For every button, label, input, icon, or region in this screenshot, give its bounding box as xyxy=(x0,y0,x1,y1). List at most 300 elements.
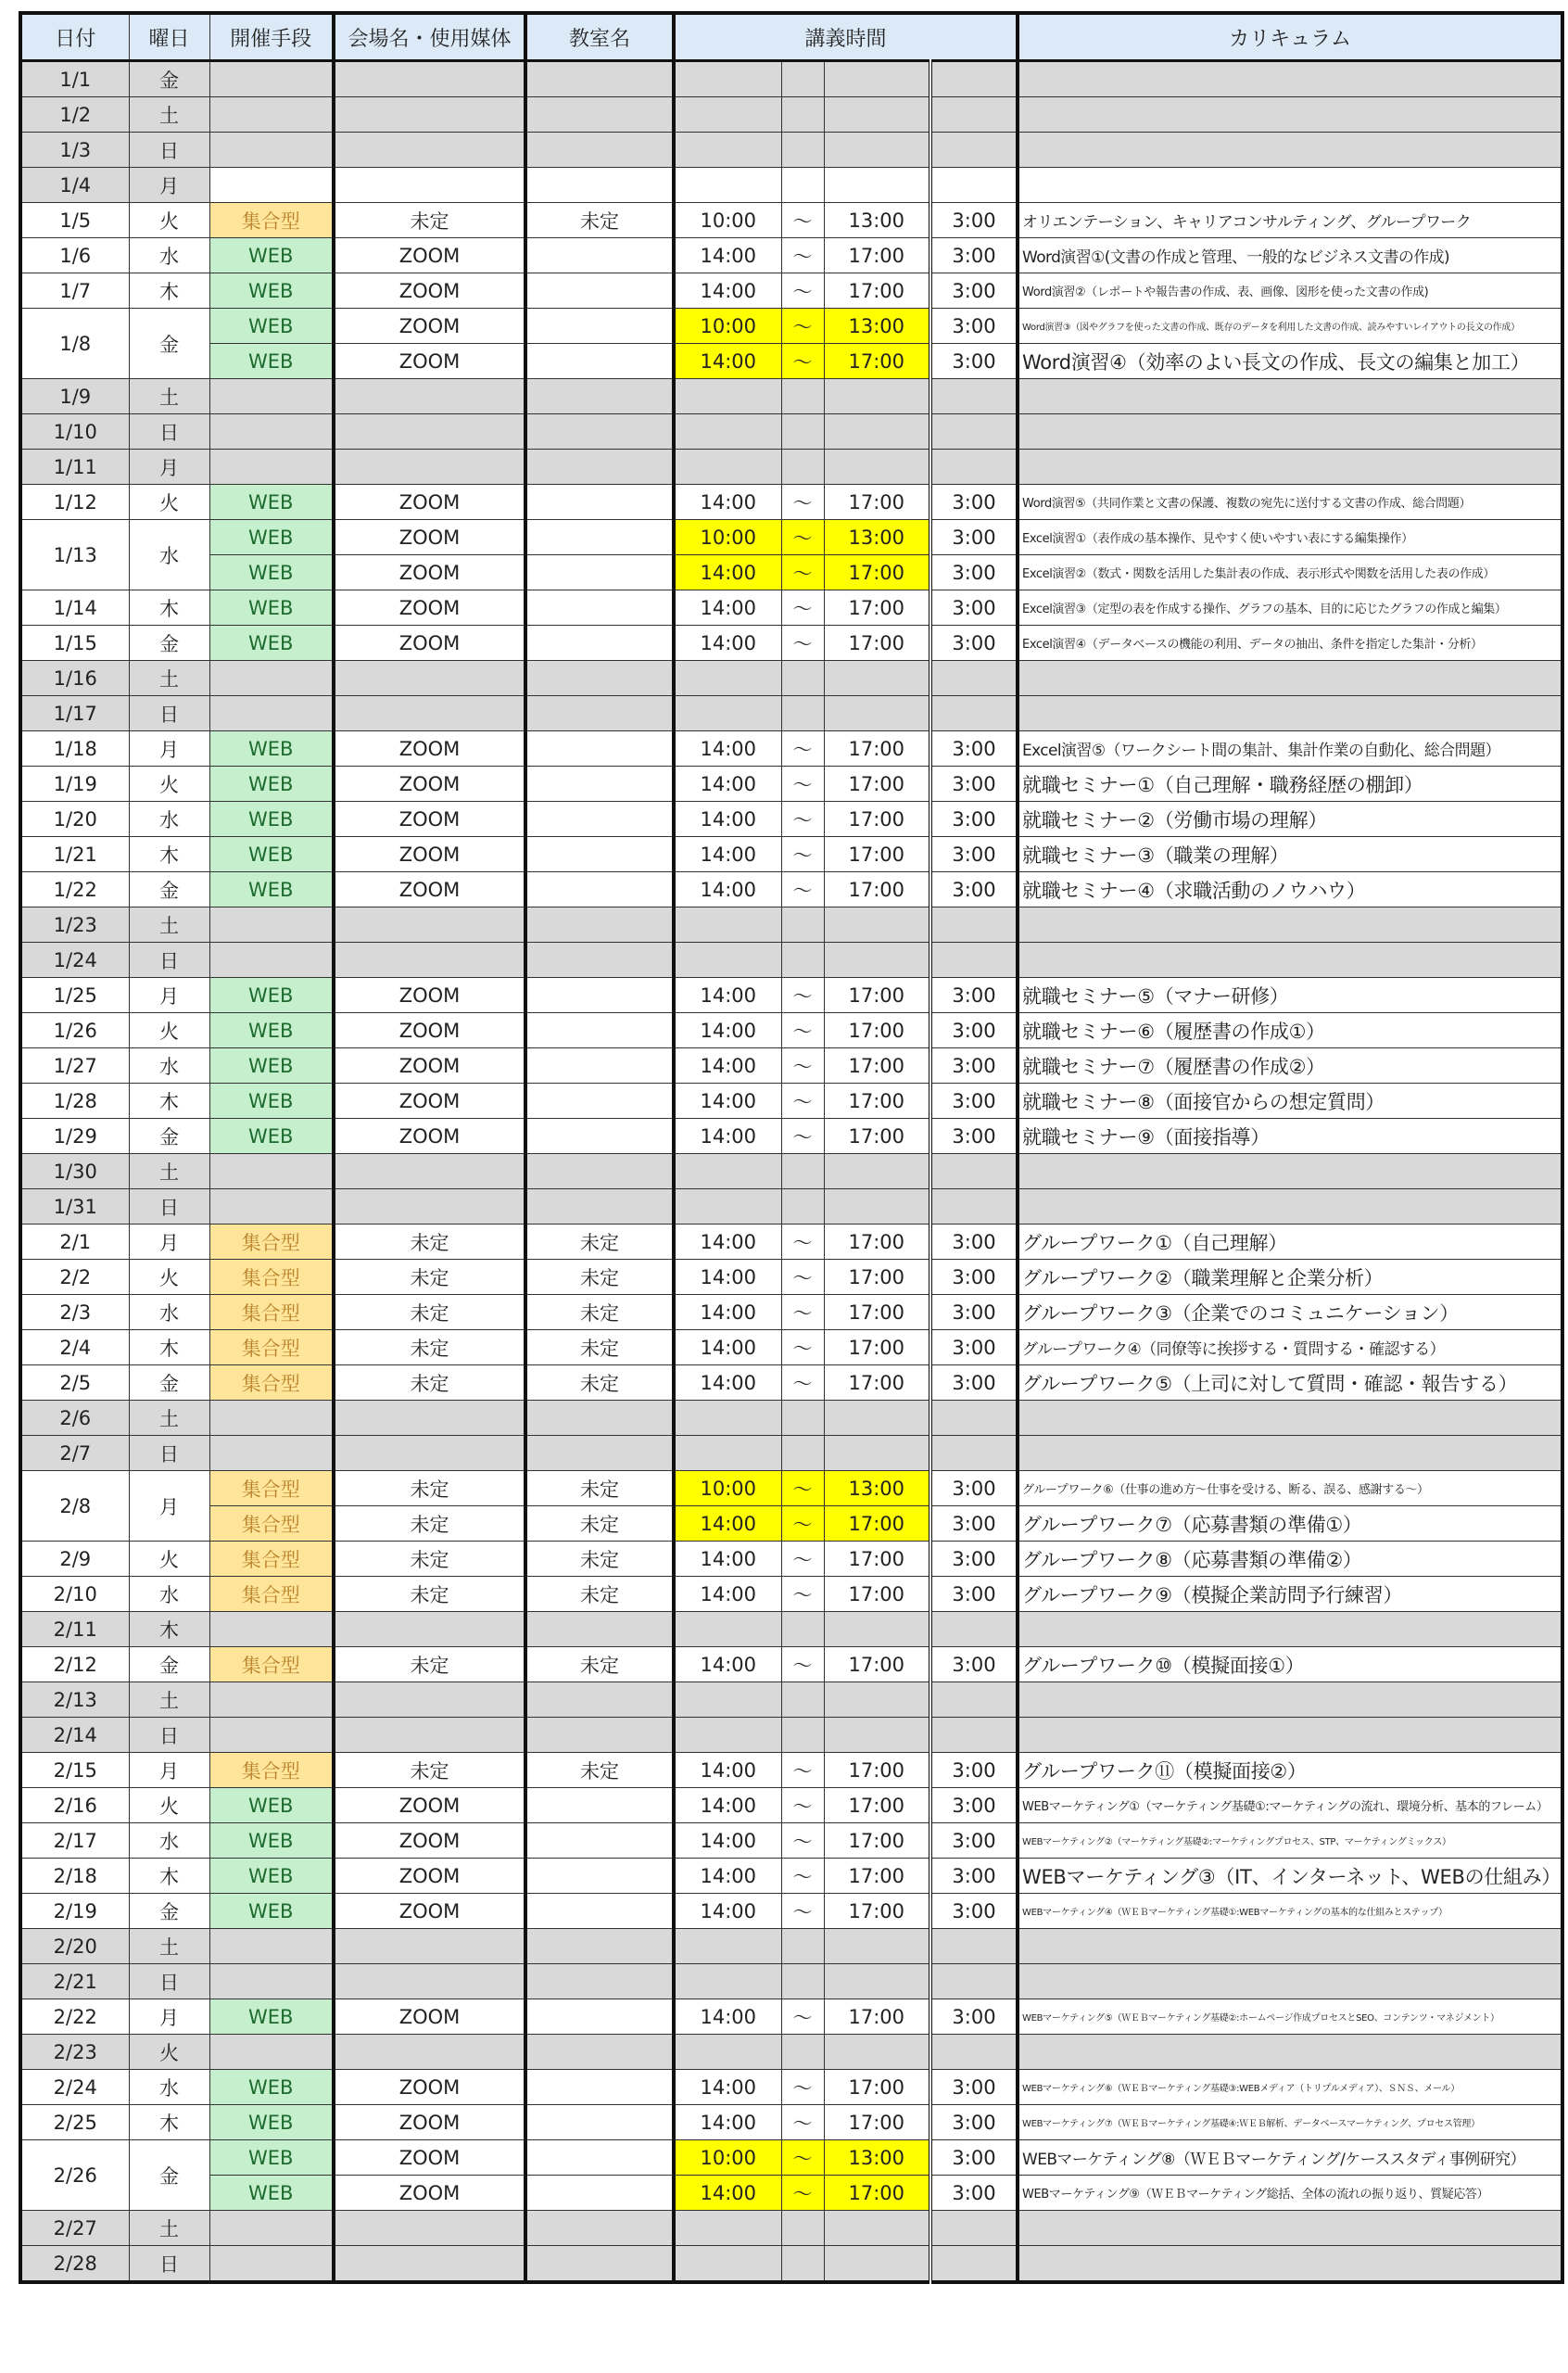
curriculum-cell: WEBマーケティング④（ＷＥＢマーケティング基礎①:WEBマーケティングの基本的な仕組みとステップ） xyxy=(1018,1894,1562,1929)
curriculum-cell xyxy=(1018,907,1562,943)
end-time-cell: 17:00 xyxy=(824,1823,930,1859)
method-cell: WEB xyxy=(209,1788,334,1823)
method-cell: WEB xyxy=(209,767,334,802)
tilde-cell: ～ xyxy=(781,1225,824,1260)
method-cell xyxy=(209,133,334,168)
duration-cell: 3:00 xyxy=(930,1365,1018,1401)
date-cell: 2/7 xyxy=(20,1436,129,1471)
session-row xyxy=(20,731,1562,767)
tilde-cell: ～ xyxy=(781,1330,824,1365)
method-cell xyxy=(209,379,334,414)
duration-cell: 3:00 xyxy=(930,1225,1018,1260)
weekday-cell: 日 xyxy=(129,696,209,731)
method-cell: WEB xyxy=(209,1894,334,1929)
empty-day-row xyxy=(20,1189,1562,1225)
weekday-cell: 水 xyxy=(129,520,209,590)
method-cell: WEB xyxy=(209,1859,334,1894)
session-row xyxy=(20,1823,1562,1859)
weekday-cell: 木 xyxy=(129,2105,209,2140)
room-cell xyxy=(525,238,674,273)
header-weekday: 曜日 xyxy=(129,13,209,61)
room-cell xyxy=(525,1999,674,2035)
room-cell: 未定 xyxy=(525,1225,674,1260)
room-cell xyxy=(525,1894,674,1929)
date-cell: 2/23 xyxy=(20,2035,129,2070)
end-time-cell: 13:00 xyxy=(824,520,930,555)
duration-cell xyxy=(930,943,1018,978)
duration-cell: 3:00 xyxy=(930,802,1018,837)
empty-day-row xyxy=(20,168,1562,203)
session-row xyxy=(20,1295,1562,1330)
weekday-cell: 金 xyxy=(129,872,209,907)
room-cell xyxy=(525,2070,674,2105)
end-time-cell: 17:00 xyxy=(824,238,930,273)
end-time-cell xyxy=(824,2035,930,2070)
empty-day-row xyxy=(20,1612,1562,1647)
duration-cell xyxy=(930,661,1018,696)
method-cell: 集合型 xyxy=(209,1577,334,1612)
session-row xyxy=(20,344,1562,379)
weekday-cell: 金 xyxy=(129,309,209,379)
start-time-cell: 14:00 xyxy=(674,485,781,520)
date-cell: 1/27 xyxy=(20,1048,129,1084)
duration-cell xyxy=(930,1154,1018,1189)
end-time-cell xyxy=(824,450,930,485)
date-cell: 2/19 xyxy=(20,1894,129,1929)
tilde-cell: ～ xyxy=(781,1365,824,1401)
venue-cell: 未定 xyxy=(334,1753,525,1788)
date-cell: 1/9 xyxy=(20,379,129,414)
duration-cell: 3:00 xyxy=(930,1999,1018,2035)
weekday-cell: 土 xyxy=(129,1401,209,1436)
date-cell: 2/24 xyxy=(20,2070,129,2105)
venue-cell xyxy=(334,2211,525,2246)
empty-day-row xyxy=(20,1682,1562,1718)
duration-cell: 3:00 xyxy=(930,1471,1018,1506)
session-row xyxy=(20,802,1562,837)
curriculum-cell xyxy=(1018,133,1562,168)
duration-cell xyxy=(930,61,1018,97)
duration-cell xyxy=(930,907,1018,943)
method-cell xyxy=(209,61,334,97)
venue-cell: ZOOM xyxy=(334,273,525,309)
room-cell xyxy=(525,767,674,802)
room-cell xyxy=(525,1682,674,1718)
venue-cell: 未定 xyxy=(334,1542,525,1577)
duration-cell: 3:00 xyxy=(930,2140,1018,2176)
curriculum-cell: グループワーク⑩（模擬面接①） xyxy=(1018,1647,1562,1682)
method-cell: WEB xyxy=(209,2105,334,2140)
tilde-cell xyxy=(781,696,824,731)
duration-cell xyxy=(930,97,1018,133)
venue-cell: 未定 xyxy=(334,1365,525,1401)
room-cell: 未定 xyxy=(525,1260,674,1295)
method-cell xyxy=(209,696,334,731)
start-time-cell: 14:00 xyxy=(674,978,781,1013)
weekday-cell: 日 xyxy=(129,2246,209,2283)
curriculum-cell: 就職セミナー⑥（履歴書の作成①） xyxy=(1018,1013,1562,1048)
end-time-cell xyxy=(824,379,930,414)
method-cell: WEB xyxy=(209,2176,334,2211)
weekday-cell: 月 xyxy=(129,978,209,1013)
date-cell: 2/17 xyxy=(20,1823,129,1859)
start-time-cell: 14:00 xyxy=(674,1542,781,1577)
curriculum-cell xyxy=(1018,379,1562,414)
curriculum-cell: Word演習④（効率のよい長文の作成、長文の編集と加工） xyxy=(1018,344,1562,379)
duration-cell: 3:00 xyxy=(930,1894,1018,1929)
tilde-cell: ～ xyxy=(781,1859,824,1894)
duration-cell: 3:00 xyxy=(930,1859,1018,1894)
room-cell xyxy=(525,1154,674,1189)
empty-day-row xyxy=(20,97,1562,133)
curriculum-cell xyxy=(1018,2246,1562,2283)
tilde-cell: ～ xyxy=(781,1999,824,2035)
start-time-cell: 14:00 xyxy=(674,1013,781,1048)
weekday-cell: 土 xyxy=(129,1682,209,1718)
tilde-cell: ～ xyxy=(781,1260,824,1295)
room-cell xyxy=(525,661,674,696)
session-row xyxy=(20,238,1562,273)
tilde-cell: ～ xyxy=(781,485,824,520)
date-cell: 2/4 xyxy=(20,1330,129,1365)
date-cell: 2/18 xyxy=(20,1859,129,1894)
venue-cell: 未定 xyxy=(334,1577,525,1612)
room-cell xyxy=(525,907,674,943)
curriculum-cell: グループワーク⑨（模擬企業訪問予行練習） xyxy=(1018,1577,1562,1612)
curriculum-cell: WEBマーケティング③（IT、インターネット、WEBの仕組み） xyxy=(1018,1859,1562,1894)
room-cell: 未定 xyxy=(525,1295,674,1330)
weekday-cell: 木 xyxy=(129,1612,209,1647)
duration-cell xyxy=(930,1612,1018,1647)
end-time-cell xyxy=(824,1964,930,1999)
duration-cell: 3:00 xyxy=(930,1330,1018,1365)
tilde-cell: ～ xyxy=(781,1119,824,1154)
start-time-cell: 10:00 xyxy=(674,2140,781,2176)
tilde-cell: ～ xyxy=(781,555,824,590)
duration-cell: 3:00 xyxy=(930,978,1018,1013)
weekday-cell: 土 xyxy=(129,907,209,943)
session-row xyxy=(20,1330,1562,1365)
start-time-cell: 14:00 xyxy=(674,802,781,837)
weekday-cell: 月 xyxy=(129,450,209,485)
duration-cell: 3:00 xyxy=(930,590,1018,626)
schedule-body xyxy=(20,61,1562,2283)
duration-cell xyxy=(930,133,1018,168)
start-time-cell xyxy=(674,379,781,414)
end-time-cell: 17:00 xyxy=(824,1013,930,1048)
room-cell xyxy=(525,97,674,133)
start-time-cell: 14:00 xyxy=(674,590,781,626)
duration-cell: 3:00 xyxy=(930,344,1018,379)
weekday-cell: 日 xyxy=(129,1718,209,1753)
start-time-cell xyxy=(674,1436,781,1471)
method-cell: WEB xyxy=(209,731,334,767)
date-cell: 2/22 xyxy=(20,1999,129,2035)
weekday-cell: 水 xyxy=(129,802,209,837)
curriculum-cell: Word演習②（レポートや報告書の作成、表、画像、図形を使った文書の作成) xyxy=(1018,273,1562,309)
end-time-cell: 17:00 xyxy=(824,273,930,309)
weekday-cell: 月 xyxy=(129,731,209,767)
curriculum-cell xyxy=(1018,1154,1562,1189)
date-cell: 2/21 xyxy=(20,1964,129,1999)
room-cell xyxy=(525,872,674,907)
empty-day-row xyxy=(20,907,1562,943)
duration-cell: 3:00 xyxy=(930,626,1018,661)
room-cell: 未定 xyxy=(525,1753,674,1788)
venue-cell: ZOOM xyxy=(334,837,525,872)
venue-cell xyxy=(334,61,525,97)
room-cell xyxy=(525,802,674,837)
tilde-cell: ～ xyxy=(781,2140,824,2176)
room-cell xyxy=(525,1436,674,1471)
weekday-cell: 火 xyxy=(129,1260,209,1295)
duration-cell xyxy=(930,168,1018,203)
start-time-cell: 14:00 xyxy=(674,767,781,802)
date-cell: 2/1 xyxy=(20,1225,129,1260)
duration-cell: 3:00 xyxy=(930,273,1018,309)
curriculum-cell xyxy=(1018,661,1562,696)
room-cell xyxy=(525,1788,674,1823)
method-cell xyxy=(209,1682,334,1718)
tilde-cell: ～ xyxy=(781,1013,824,1048)
weekday-cell: 月 xyxy=(129,1999,209,2035)
tilde-cell: ～ xyxy=(781,1506,824,1542)
date-cell: 2/26 xyxy=(20,2140,129,2211)
empty-day-row xyxy=(20,1929,1562,1964)
weekday-cell: 木 xyxy=(129,1859,209,1894)
date-cell: 2/28 xyxy=(20,2246,129,2283)
start-time-cell xyxy=(674,1929,781,1964)
date-cell: 1/16 xyxy=(20,661,129,696)
duration-cell: 3:00 xyxy=(930,203,1018,238)
end-time-cell: 17:00 xyxy=(824,1506,930,1542)
date-cell: 1/13 xyxy=(20,520,129,590)
date-cell: 1/2 xyxy=(20,97,129,133)
empty-day-row xyxy=(20,414,1562,450)
start-time-cell: 14:00 xyxy=(674,1999,781,2035)
end-time-cell xyxy=(824,943,930,978)
session-row xyxy=(20,203,1562,238)
venue-cell: ZOOM xyxy=(334,767,525,802)
duration-cell xyxy=(930,2246,1018,2283)
room-cell xyxy=(525,2140,674,2176)
venue-cell: ZOOM xyxy=(334,344,525,379)
curriculum-cell: Word演習③（図やグラフを使った文書の作成、既存のデータを利用した文書の作成、読みやすいレイアウトの長文の作成） xyxy=(1018,309,1562,344)
header-row xyxy=(20,13,1562,61)
duration-cell: 3:00 xyxy=(930,1542,1018,1577)
room-cell: 未定 xyxy=(525,203,674,238)
duration-cell: 3:00 xyxy=(930,1577,1018,1612)
end-time-cell xyxy=(824,2211,930,2246)
tilde-cell: ～ xyxy=(781,837,824,872)
venue-cell: ZOOM xyxy=(334,626,525,661)
curriculum-cell xyxy=(1018,2035,1562,2070)
start-time-cell xyxy=(674,1612,781,1647)
end-time-cell: 17:00 xyxy=(824,626,930,661)
tilde-cell: ～ xyxy=(781,344,824,379)
method-cell xyxy=(209,97,334,133)
date-cell: 1/12 xyxy=(20,485,129,520)
end-time-cell xyxy=(824,1436,930,1471)
method-cell: WEB xyxy=(209,238,334,273)
start-time-cell xyxy=(674,1718,781,1753)
tilde-cell xyxy=(781,1682,824,1718)
venue-cell: 未定 xyxy=(334,203,525,238)
method-cell: WEB xyxy=(209,626,334,661)
curriculum-cell: 就職セミナー⑨（面接指導） xyxy=(1018,1119,1562,1154)
method-cell xyxy=(209,1401,334,1436)
session-row xyxy=(20,1365,1562,1401)
end-time-cell xyxy=(824,2246,930,2283)
end-time-cell: 17:00 xyxy=(824,1225,930,1260)
room-cell xyxy=(525,379,674,414)
end-time-cell: 17:00 xyxy=(824,1753,930,1788)
header-date: 日付 xyxy=(20,13,129,61)
room-cell: 未定 xyxy=(525,1365,674,1401)
weekday-cell: 水 xyxy=(129,1295,209,1330)
tilde-cell xyxy=(781,1436,824,1471)
session-row xyxy=(20,309,1562,344)
empty-day-row xyxy=(20,2211,1562,2246)
duration-cell: 3:00 xyxy=(930,1084,1018,1119)
curriculum-cell: グループワーク⑧（応募書類の準備②） xyxy=(1018,1542,1562,1577)
empty-day-row xyxy=(20,1964,1562,1999)
session-row xyxy=(20,520,1562,555)
room-cell xyxy=(525,1189,674,1225)
duration-cell xyxy=(930,1189,1018,1225)
venue-cell xyxy=(334,1154,525,1189)
tilde-cell: ～ xyxy=(781,203,824,238)
start-time-cell: 14:00 xyxy=(674,1823,781,1859)
tilde-cell xyxy=(781,661,824,696)
weekday-cell: 木 xyxy=(129,1084,209,1119)
duration-cell: 3:00 xyxy=(930,2105,1018,2140)
schedule-table xyxy=(19,11,1564,2284)
method-cell: WEB xyxy=(209,309,334,344)
start-time-cell: 14:00 xyxy=(674,1295,781,1330)
curriculum-cell: グループワーク⑪（模擬面接②） xyxy=(1018,1753,1562,1788)
tilde-cell: ～ xyxy=(781,767,824,802)
tilde-cell: ～ xyxy=(781,978,824,1013)
venue-cell: ZOOM xyxy=(334,1119,525,1154)
room-cell: 未定 xyxy=(525,1577,674,1612)
start-time-cell xyxy=(674,61,781,97)
date-cell: 1/23 xyxy=(20,907,129,943)
empty-day-row xyxy=(20,661,1562,696)
end-time-cell: 17:00 xyxy=(824,767,930,802)
weekday-cell: 月 xyxy=(129,1753,209,1788)
end-time-cell: 17:00 xyxy=(824,485,930,520)
curriculum-cell xyxy=(1018,414,1562,450)
room-cell: 未定 xyxy=(525,1647,674,1682)
venue-cell xyxy=(334,943,525,978)
end-time-cell: 17:00 xyxy=(824,1647,930,1682)
weekday-cell: 金 xyxy=(129,1365,209,1401)
start-time-cell: 14:00 xyxy=(674,2176,781,2211)
curriculum-cell: グループワーク①（自己理解） xyxy=(1018,1225,1562,1260)
session-row xyxy=(20,1048,1562,1084)
end-time-cell xyxy=(824,1189,930,1225)
curriculum-cell xyxy=(1018,1929,1562,1964)
venue-cell: ZOOM xyxy=(334,1823,525,1859)
date-cell: 1/19 xyxy=(20,767,129,802)
weekday-cell: 日 xyxy=(129,1436,209,1471)
room-cell xyxy=(525,978,674,1013)
tilde-cell: ～ xyxy=(781,1048,824,1084)
curriculum-cell: WEBマーケティング②（マーケティング基礎②:マーケティングプロセス、STP、マーケティングミックス） xyxy=(1018,1823,1562,1859)
duration-cell xyxy=(930,696,1018,731)
room-cell xyxy=(525,450,674,485)
room-cell xyxy=(525,485,674,520)
session-row xyxy=(20,2140,1562,2176)
duration-cell: 3:00 xyxy=(930,485,1018,520)
weekday-cell: 金 xyxy=(129,2140,209,2211)
empty-day-row xyxy=(20,1718,1562,1753)
duration-cell: 3:00 xyxy=(930,1013,1018,1048)
duration-cell: 3:00 xyxy=(930,731,1018,767)
session-row xyxy=(20,626,1562,661)
start-time-cell: 14:00 xyxy=(674,2070,781,2105)
method-cell: WEB xyxy=(209,273,334,309)
weekday-cell: 火 xyxy=(129,767,209,802)
tilde-cell xyxy=(781,1929,824,1964)
start-time-cell: 14:00 xyxy=(674,1048,781,1084)
weekday-cell: 水 xyxy=(129,2070,209,2105)
room-cell xyxy=(525,943,674,978)
method-cell: WEB xyxy=(209,2070,334,2105)
weekday-cell: 日 xyxy=(129,414,209,450)
duration-cell xyxy=(930,450,1018,485)
curriculum-cell xyxy=(1018,1964,1562,1999)
room-cell xyxy=(525,1401,674,1436)
duration-cell xyxy=(930,2211,1018,2246)
header-lecture-time: 講義時間 xyxy=(674,13,1018,61)
tilde-cell: ～ xyxy=(781,802,824,837)
curriculum-cell xyxy=(1018,2211,1562,2246)
tilde-cell: ～ xyxy=(781,1753,824,1788)
date-cell: 1/31 xyxy=(20,1189,129,1225)
tilde-cell: ～ xyxy=(781,731,824,767)
curriculum-cell xyxy=(1018,696,1562,731)
venue-cell xyxy=(334,97,525,133)
weekday-cell: 金 xyxy=(129,1119,209,1154)
session-row xyxy=(20,978,1562,1013)
venue-cell: ZOOM xyxy=(334,1894,525,1929)
venue-cell: ZOOM xyxy=(334,485,525,520)
date-cell: 1/4 xyxy=(20,168,129,203)
venue-cell xyxy=(334,1436,525,1471)
empty-day-row xyxy=(20,379,1562,414)
method-cell: WEB xyxy=(209,2140,334,2176)
method-cell xyxy=(209,907,334,943)
duration-cell: 3:00 xyxy=(930,2070,1018,2105)
tilde-cell: ～ xyxy=(781,590,824,626)
tilde-cell xyxy=(781,2246,824,2283)
venue-cell: ZOOM xyxy=(334,872,525,907)
curriculum-cell: 就職セミナー⑤（マナー研修） xyxy=(1018,978,1562,1013)
empty-day-row xyxy=(20,133,1562,168)
venue-cell xyxy=(334,1718,525,1753)
date-cell: 1/22 xyxy=(20,872,129,907)
weekday-cell: 月 xyxy=(129,1225,209,1260)
room-cell xyxy=(525,133,674,168)
duration-cell: 3:00 xyxy=(930,1753,1018,1788)
date-cell: 1/11 xyxy=(20,450,129,485)
curriculum-cell: Excel演習①（表作成の基本操作、見やすく使いやすい表にする編集操作） xyxy=(1018,520,1562,555)
start-time-cell: 14:00 xyxy=(674,1577,781,1612)
tilde-cell: ～ xyxy=(781,1471,824,1506)
weekday-cell: 金 xyxy=(129,1647,209,1682)
